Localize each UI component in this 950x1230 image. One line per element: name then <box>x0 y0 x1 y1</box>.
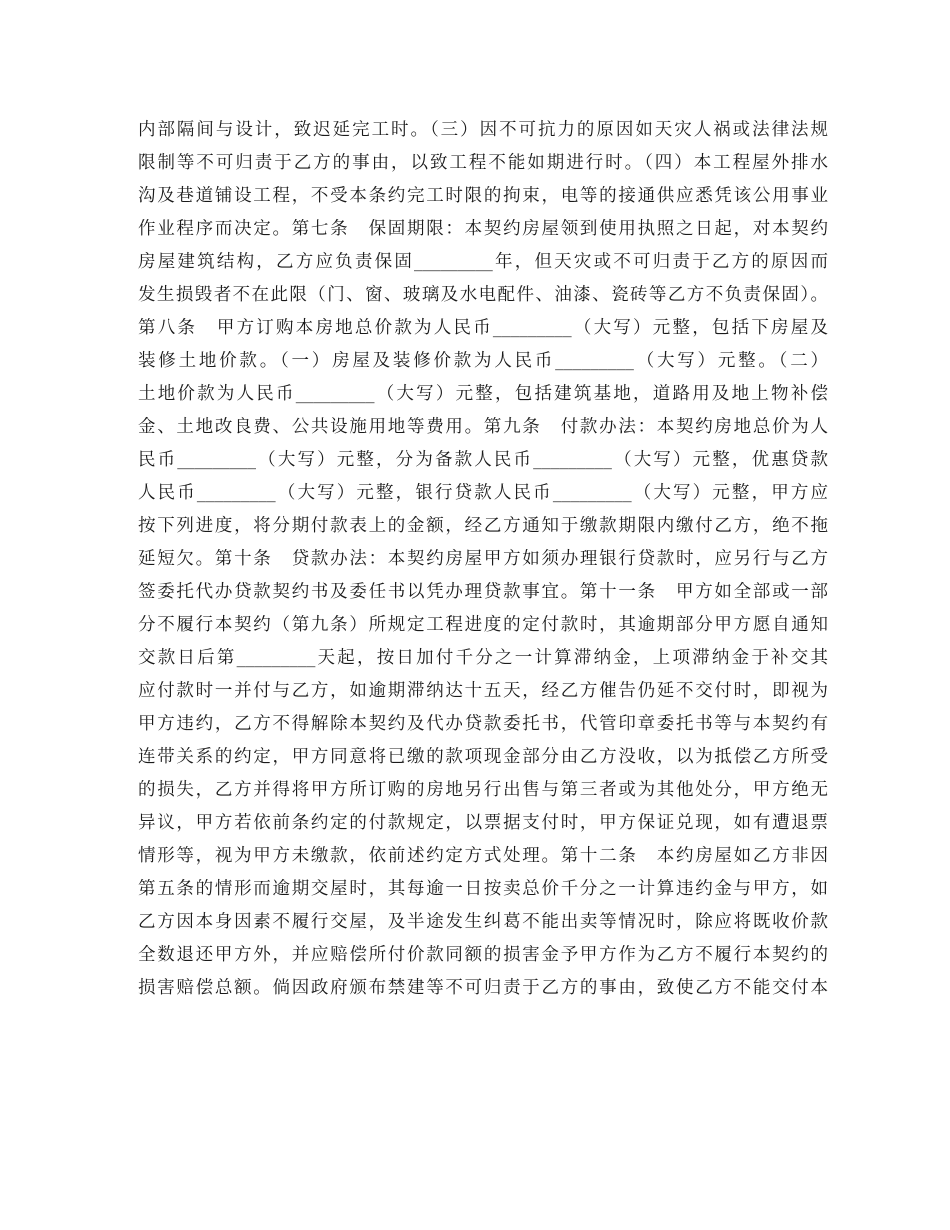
text-line: 连带关系的约定，甲方同意将已缴的款项现金部分由乙方没收，以为抵偿乙方所受 <box>138 747 828 767</box>
text-line: 房屋建筑结构，乙方应负责保固_________年，但天灾或不可归责于乙方的原因而 <box>138 252 828 272</box>
text-line: 延短欠。第十条 贷款办法：本契约房屋甲方如须办理银行贷款时，应另行与乙方 <box>138 549 828 569</box>
text-line: 签委托代办贷款契约书及委任书以凭办理贷款事宜。第十一条 甲方如全部或一部 <box>138 582 828 602</box>
text-line: 作业程序而决定。第七条 保固期限：本契约房屋领到使用执照之日起，对本契约 <box>138 219 828 239</box>
text-line: 沟及巷道铺设工程，不受本条约完工时限的拘束，电等的接通供应悉凭该公用事业 <box>138 186 828 206</box>
text-line: 异议，甲方若依前条约定的付款规定，以票据支付时，甲方保证兑现，如有遭退票 <box>138 813 828 833</box>
text-line: 甲方违约，乙方不得解除本契约及代办贷款委托书，代管印章委托书等与本契约有 <box>138 714 828 734</box>
text-line: 交款日后第_________天起，按日加付千分之一计算滞纳金，上项滞纳金于补交其 <box>138 648 828 668</box>
text-line: 情形等，视为甲方未缴款，依前述约定方式处理。第十二条 本约房屋如乙方非因 <box>138 846 828 866</box>
text-line: 土地价款为人民币_________（大写）元整，包括建筑基地，道路用及地上物补偿 <box>138 384 828 404</box>
text-line: 第五条的情形而逾期交屋时，其每逾一日按卖总价千分之一计算违约金与甲方，如 <box>138 879 828 899</box>
contract-body-text <box>138 114 828 1005</box>
text-line: 乙方因本身因素不履行交屋，及半途发生纠葛不能出卖等情况时，除应将既收价款 <box>138 912 828 932</box>
text-line: 装修土地价款。（一）房屋及装修价款为人民币_________（大写）元整。（二） <box>138 351 828 371</box>
text-line: 损害赔偿总额。倘因政府颁布禁建等不可归责于乙方的事由，致使乙方不能交付本 <box>138 978 828 998</box>
text-line: 按下列进度，将分期付款表上的金额，经乙方通知于缴款期限内缴付乙方，绝不拖 <box>138 516 828 536</box>
text-line: 内部隔间与设计，致迟延完工时。（三）因不可抗力的原因如天灾人祸或法律法规 <box>138 120 828 140</box>
text-line: 发生损毁者不在此限（门、窗、玻璃及水电配件、油漆、瓷砖等乙方不负责保固）。 <box>138 285 828 305</box>
text-line: 分不履行本契约（第九条）所规定工程进度的定付款时，其逾期部分甲方愿自通知 <box>138 615 828 635</box>
text-line: 金、土地改良费、公共设施用地等费用。第九条 付款办法：本契约房地总价为人 <box>138 417 828 437</box>
text-line: 限制等不可归责于乙方的事由，以致工程不能如期进行时。（四）本工程屋外排水 <box>138 153 828 173</box>
text-line: 民币_________（大写）元整，分为备款人民币_________（大写）元整，优惠贷款 <box>138 450 828 470</box>
text-line: 全数退还甲方外，并应赔偿所付价款同额的损害金予甲方作为乙方不履行本契约的 <box>138 945 828 965</box>
text-line: 人民币_________（大写）元整，银行贷款人民币_________（大写）元整，甲方应 <box>138 483 828 503</box>
text-line: 的损失，乙方并得将甲方所订购的房地另行出售与第三者或为其他处分，甲方绝无 <box>138 780 828 800</box>
text-line: 第八条 甲方订购本房地总价款为人民币_________（大写）元整，包括下房屋及 <box>138 318 828 338</box>
text-line: 应付款时一并付与乙方，如逾期滞纳达十五天，经乙方催告仍延不交付时，即视为 <box>138 681 828 701</box>
